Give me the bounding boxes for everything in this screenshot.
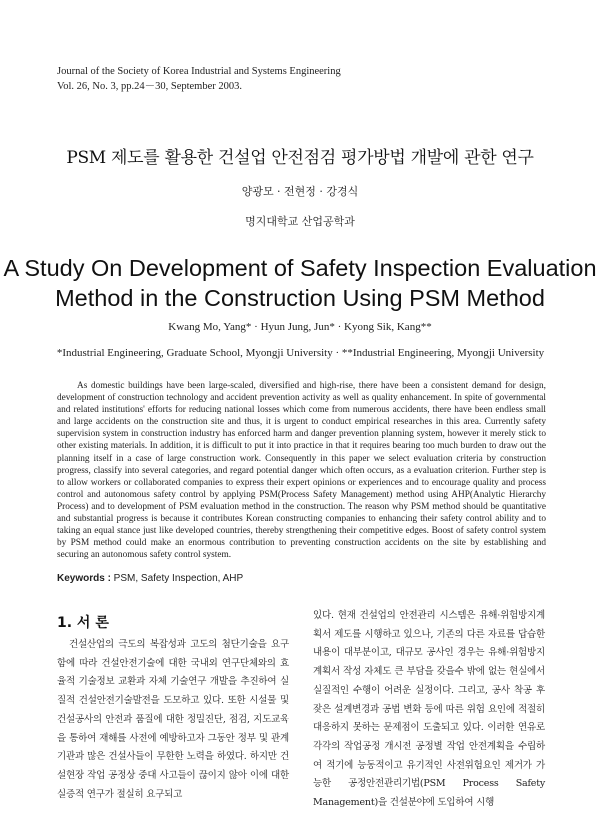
body-text-left: 건설산업의 극도의 복잡성과 고도의 첨단기술을 요구함에 따라 건설안전기술에 대한 국내외 연구단체와의 효율적 기술정보 교환과 자체 기술연구 개발을 추진하여 실질적 건설안전기술발전을 도모하고 있다. 또한 시설물 및 건설공사의 안전과 품질에 대한 정밀진단, 점검, 지도교육을 통하여 재해를 사전에 예방하고자 그동안 정부 및 관계기관과 많은 건설사들이 무한한 노력을 하였다. 하지만 건설현장 작업 공정상 중대 사고들이 끊이지 않아 이에 대한 실증적 연구가 절실히 요구되고 bbox=[57, 639, 289, 800]
keywords bbox=[57, 573, 243, 584]
english-affiliation: *Industrial Engineering, Graduate School, Myongji University · **Industrial Engineering, Myongji University bbox=[56, 347, 545, 359]
journal-header bbox=[57, 64, 341, 94]
korean-title: PSM 제도를 활용한 건설업 안전점검 평가방법 개발에 관한 연구 bbox=[66, 148, 534, 168]
english-title-line1: A Study On Development of Safety Inspection Evaluation bbox=[3, 255, 597, 281]
journal-citation: Vol. 26, No. 3, pp.24－30, September 2003. bbox=[57, 81, 243, 92]
body-column-right bbox=[313, 607, 545, 813]
body-column-left bbox=[57, 636, 289, 804]
keywords-value: PSM, Safety Inspection, AHP bbox=[110, 573, 244, 584]
section-heading: 1. 서 론 bbox=[57, 615, 109, 631]
keywords-label: Keywords : bbox=[57, 573, 111, 584]
body-text-right: 있다. 현재 건설업의 안전관리 시스템은 유해·위험방지계획서 제도를 시행하고 있으나, 기존의 다른 자료를 답습한 내용이 대부분이고, 대규모 공사인 경우는 유해·위험방지계획서 작성 자체도 큰 부담을 갖을수 밖에 없는 현실에서 실질적인 수행이 어려운 실정이다. 그리고, 공사 착공 후 잦은 설계변경과 공법 변화 등에 따른 위험 요인에 적절히 대응하지 못하는 문제점이 도출되고 있다. 이러한 연유로 각각의 작업공정 개시전 공정별 작업 안전계획을 수립하여 적기에 능동적이고 유기적인 사전위험요인 제거가 가능한 공정안전관리기법(PSM Process Safety Management)을 건설분야에 도입하여 시행 bbox=[313, 610, 545, 809]
english-authors: Kwang Mo, Yang* · Hyun Jung, Jun* · Kyong Sik, Kang** bbox=[168, 321, 432, 333]
abstract-text: As domestic buildings have been large-scaled, diversified and high-rise, there have been a consistent demand for design, development of construction technology and accident prevention activity as well as quality enhancement. In spite of governmental and related institutions' efforts for reducing national losses which come from numerous accidents, there have been endless small and large accidents on the construction site and thus, it is urgent to conduct empirical researches in this area. Currently safety supervision system in construction industry has enforced harm and danger prevention planning system, however it merely stick to other existing materials. In addition, it is difficult to put it into practice in that it requires bearing too much burden to draw out the planning itself in a case of large construction work. Consequently in this paper we select evaluation criteria by construction progress, classify into several categories, and regard potential danger which often occurs, as a evaluation criterion. Further step is to allow workers or collaborated companies to express their expert opinions or experiences and to encourage quality and process control and autonomous safety control by applying PSM(Process Safety Management) method using AHP(Analytic Hierarchy Process) and to development of PSM evaluation method in the construction. The reason why PSM method should be quantitative and substantial progress is because it contributes Korean constructing companies to enhancing their safety control ability and to taking an equal stance just like developed countries, thereby strengthening their competitive edges. Boost of safety control system by PSM method could make an enormous contribution to preventing construction accidents on the site by establishing and securing an autonomous safety control system. bbox=[57, 381, 546, 561]
english-title bbox=[0, 253, 600, 313]
journal-name: Journal of the Society of Korea Industrial and Systems Engineering bbox=[57, 66, 341, 77]
abstract bbox=[57, 380, 546, 561]
korean-authors: 양광모 · 전현정 · 강경식 bbox=[241, 185, 359, 198]
korean-affiliation: 명지대학교 산업공학과 bbox=[245, 215, 355, 228]
english-title-line2: Method in the Construction Using PSM Method bbox=[55, 285, 545, 311]
